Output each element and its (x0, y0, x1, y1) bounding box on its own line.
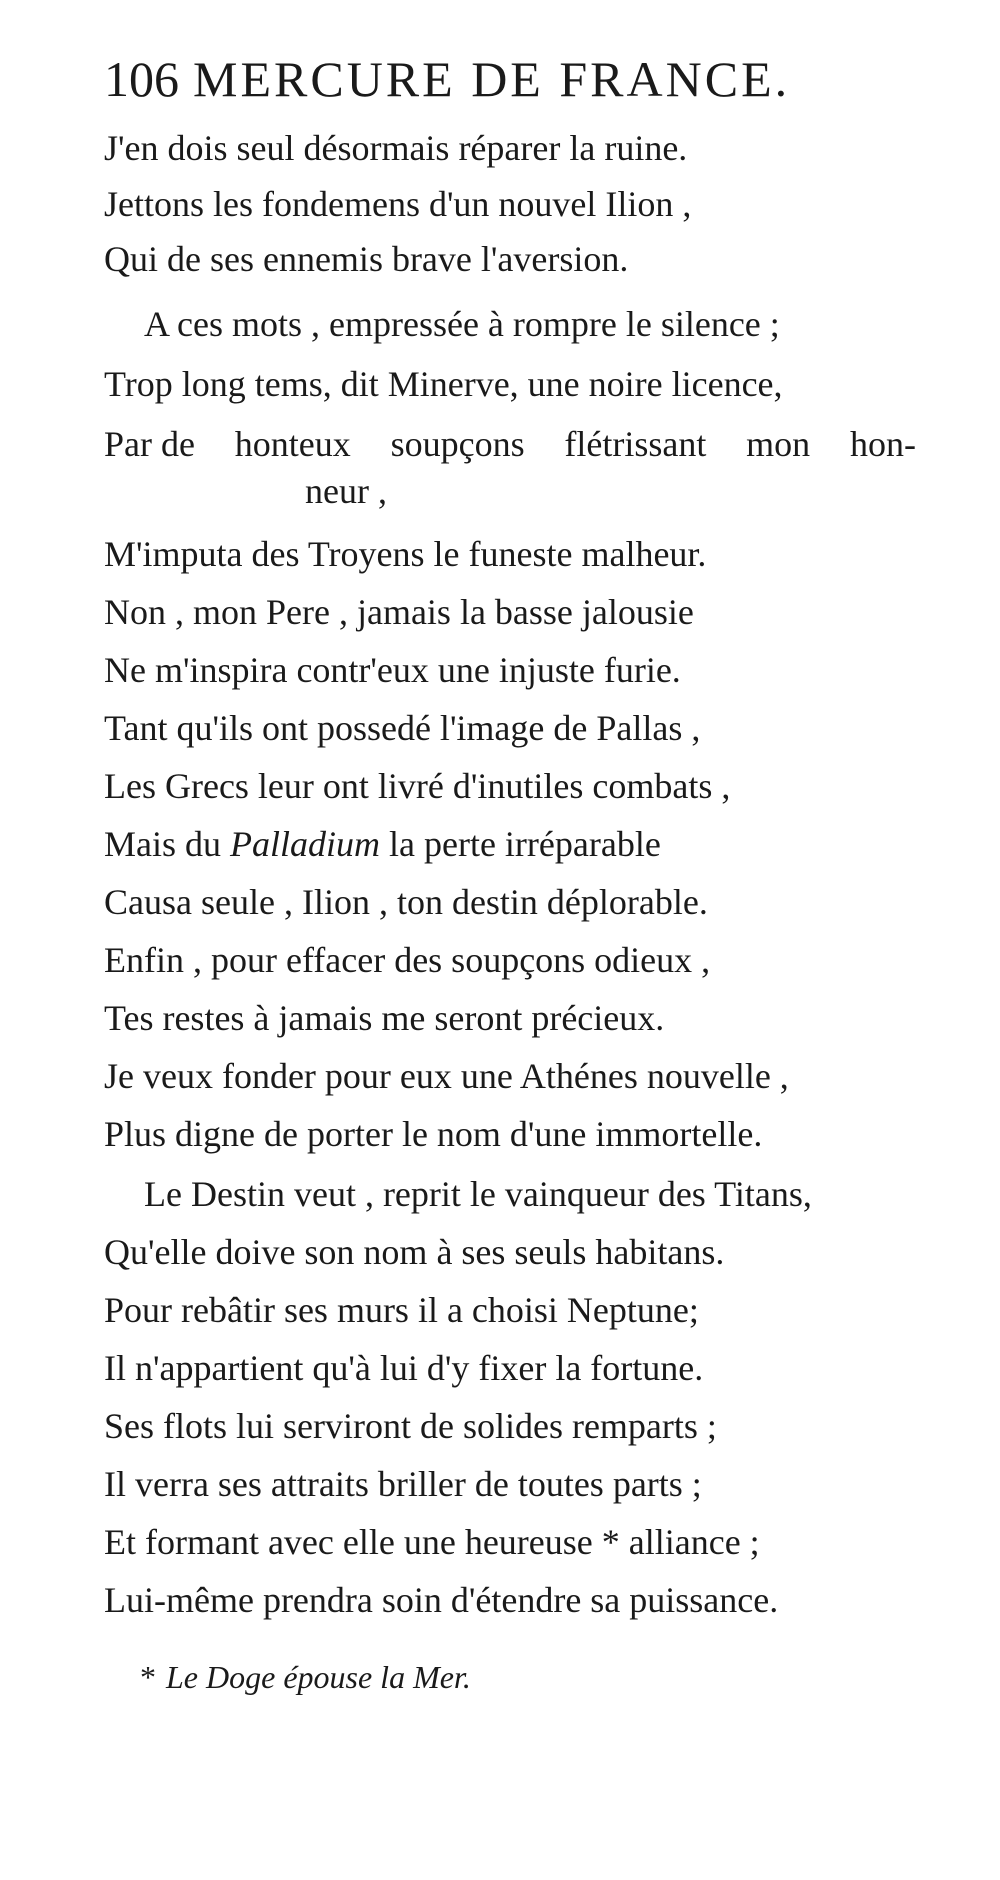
verse-line: Jettons les fondemens d'un nouvel Ilion , (104, 184, 692, 224)
running-title: MERCURE DE FRANCE. (193, 51, 791, 107)
verse-line: Il n'appartient qu'à lui d'y fixer la fortune. (104, 1348, 704, 1388)
verse-line-justified (104, 418, 916, 470)
verse-line: J'en dois seul désormais réparer la ruine. (104, 128, 688, 168)
verse-line: Pour rebâtir ses murs il a choisi Neptune; (104, 1290, 699, 1330)
verse-line: M'imputa des Troyens le funeste malheur. (104, 534, 707, 574)
verse-line: A ces mots , empressée à rompre le silence ; (144, 304, 780, 344)
verse-line: Lui-même prendra soin d'étendre sa puissance. (104, 1580, 779, 1620)
italic-term: Palladium (230, 824, 380, 864)
verse-line: Enfin , pour effacer des soupçons odieux , (104, 940, 711, 980)
verse-line: Qui de ses ennemis brave l'aversion. (104, 239, 629, 279)
verse-line: Je veux fonder pour eux une Athénes nouvelle , (104, 1056, 789, 1096)
word: mon (746, 424, 811, 464)
verse-line: Tant qu'ils ont possedé l'image de Pallas , (104, 708, 701, 748)
page-header (104, 48, 884, 110)
verse-line: Trop long tems, dit Minerve, une noire licence, (104, 364, 783, 404)
verse-line: Ne m'inspira contr'eux une injuste furie. (104, 650, 681, 690)
verse-line: Causa seule , Ilion , ton destin déplorable. (104, 882, 708, 922)
verse-line (104, 818, 944, 870)
verse-line: Les Grecs leur ont livré d'inutiles combats , (104, 766, 731, 806)
verse-line: Tes restes à jamais me seront précieux. (104, 998, 665, 1038)
verse-line: Le Destin veut , reprit le vainqueur des Titans, (144, 1174, 812, 1214)
verse-line: Plus digne de porter le nom d'une immortelle. (104, 1114, 763, 1154)
text-run: la perte irréparable (380, 824, 661, 864)
footnote-mark: * (140, 1659, 156, 1695)
word: hon- (850, 424, 916, 464)
word: flétrissant (564, 424, 707, 464)
verse-line: Ses flots lui serviront de solides remparts ; (104, 1406, 717, 1446)
word: honteux (234, 424, 351, 464)
word: Par de (104, 424, 195, 464)
hyphen-continuation: neur , (305, 471, 387, 511)
word: soupçons (390, 424, 525, 464)
verse-line: Et formant avec elle une heureuse * alliance ; (104, 1522, 760, 1562)
verse-line: Il verra ses attraits briller de toutes parts ; (104, 1464, 702, 1504)
footnote-text: Le Doge épouse la Mer. (166, 1659, 471, 1695)
verse-line: Non , mon Pere , jamais la basse jalousie (104, 592, 694, 632)
footnote (140, 1652, 471, 1702)
verse-line: Qu'elle doive son nom à ses seuls habitans. (104, 1232, 725, 1272)
page-number: 106 (104, 51, 179, 107)
text-run: Mais du (104, 824, 230, 864)
